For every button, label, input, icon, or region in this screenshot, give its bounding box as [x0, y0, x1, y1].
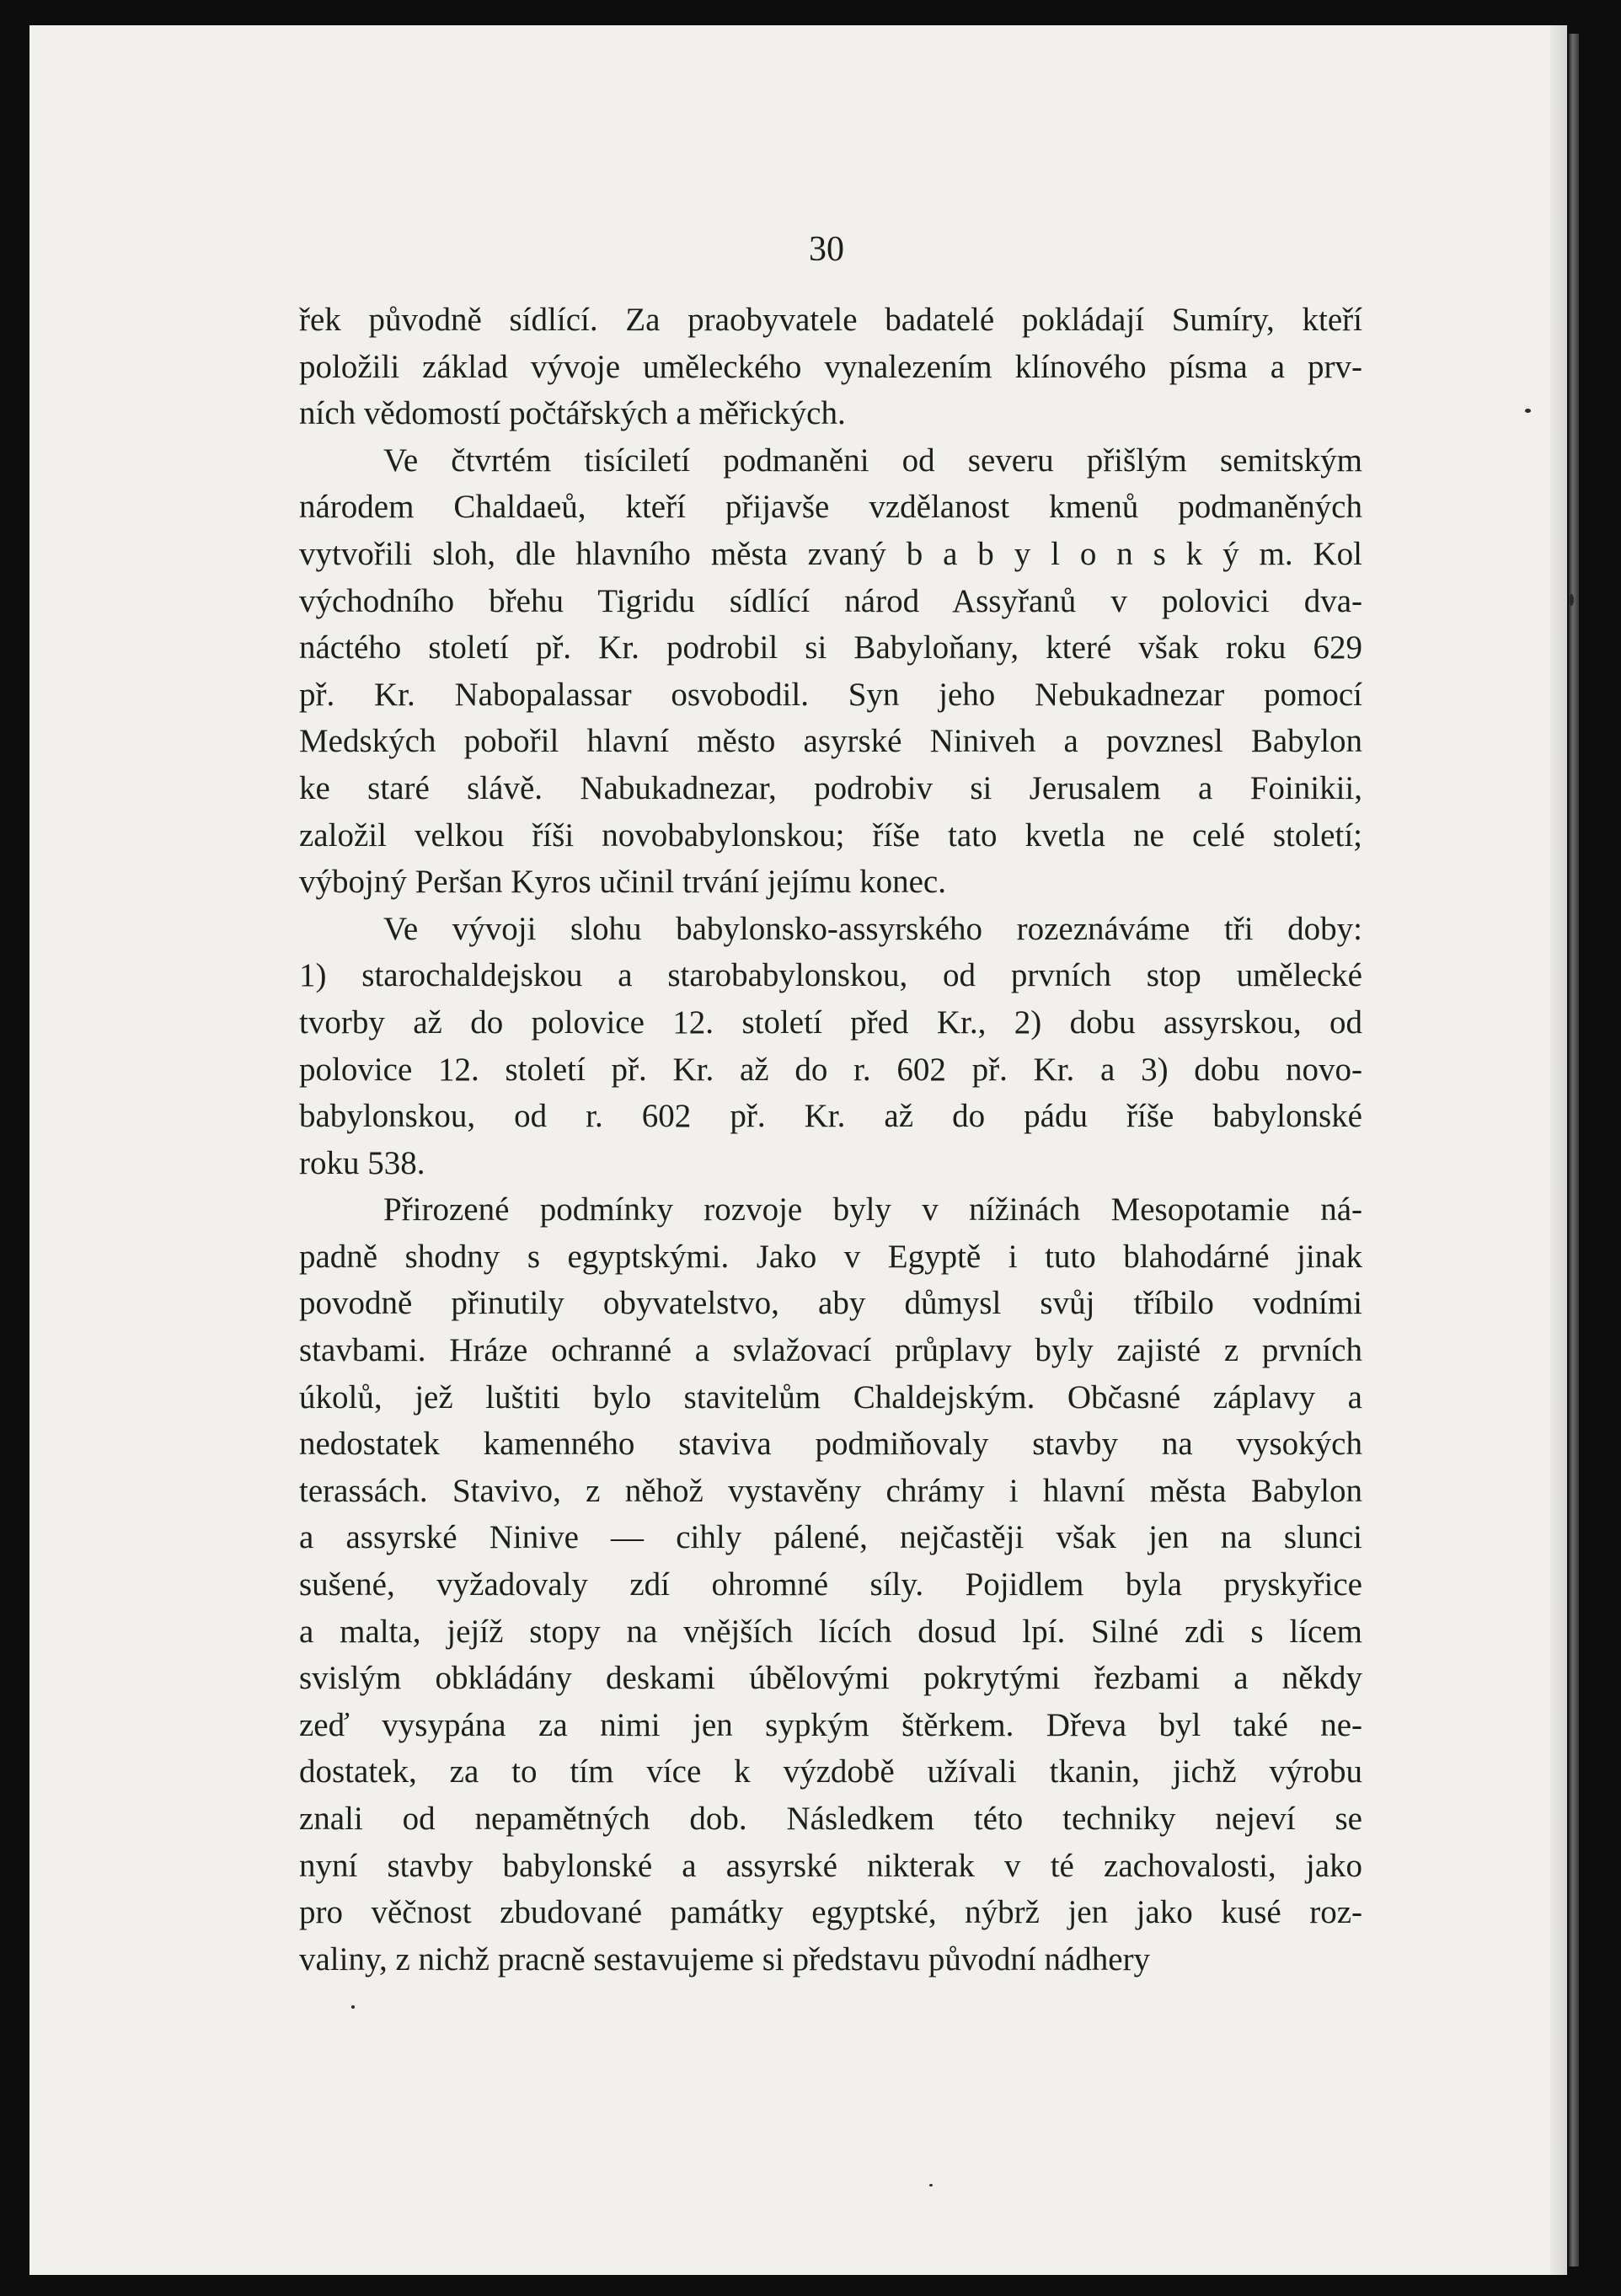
text-line: zeď vysypána za nimi jen sypkým štěrkem. Dřeva byl také ne-: [299, 1706, 1362, 1743]
text-line: 1) starochaldejskou a starobabylonskou, od prvních stop umělecké: [299, 957, 1362, 994]
text-line: př. Kr. Nabopalassar osvobodil. Syn jeho Nebukadnezar pomocí: [299, 676, 1362, 713]
text-line: ních vědomostí počtářských a měřických.: [299, 395, 846, 432]
text-line: padně shodny s egyptskými. Jako v Egyptě i tuto blahodárné jinak: [299, 1238, 1362, 1275]
text-line: položili základ vývoje uměleckého vynalezením klínového písma a prv-: [299, 348, 1362, 385]
paragraph: [299, 297, 1362, 437]
text-line: vytvořili sloh, dle hlavního města zvaný b a b y l o n s k ý m. Kol: [299, 535, 1362, 572]
page-number: 30: [809, 230, 844, 269]
paragraph: [299, 906, 1362, 1187]
scan-speck: [351, 2005, 355, 2009]
text-line: založil velkou říši novobabylonskou; říše tato kvetla ne celé století;: [299, 816, 1362, 854]
text-line: výbojný Peršan Kyros učinil trvání jejímu konec.: [299, 864, 946, 901]
text-line: Přirozené podmínky rozvoje byly v nížinách Mesopotamie ná-: [383, 1191, 1362, 1228]
text-line: a malta, jejíž stopy na vnějších lících dosud lpí. Silné zdi s lícem: [299, 1613, 1362, 1650]
text-line: tvorby až do polovice 12. století před Kr., 2) dobu assyrskou, od: [299, 1003, 1362, 1041]
text-line: národem Chaldaeů, kteří přijavše vzdělanost kmenů podmaněných: [299, 489, 1362, 526]
text-line: valiny, z nichž pracně sestavujeme si představu původní nádhery: [299, 1940, 1151, 1978]
paragraph: [299, 1186, 1362, 1983]
scan-speck: [929, 2184, 933, 2186]
text-line: roku 538.: [299, 1144, 425, 1181]
text-line: dostatek, za to tím více k výzdobě užívali tkanin, jichž výrobu: [299, 1753, 1362, 1790]
text-line: sušené, vyžadovaly zdí ohromné síly. Pojidlem byla pryskyřice: [299, 1566, 1362, 1603]
text-line: pro věčnost zbudované památky egyptské, nýbrž jen jako kusé roz-: [299, 1894, 1362, 1931]
scan-speck: [1569, 594, 1574, 606]
text-line: náctého století př. Kr. podrobil si Babyloňany, které však roku 629: [299, 629, 1362, 666]
text-line: úkolů, jež luštiti bylo stavitelům Chaldejským. Občasné záplavy a: [299, 1378, 1362, 1416]
text-line: východního břehu Tigridu sídlící národ Assyřanů v polovici dva-: [299, 582, 1362, 619]
text-line: Medských pobořil hlavní město asyrské Niniveh a povznesl Babylon: [299, 723, 1362, 760]
text-line: nyní stavby babylonské a assyrské nikterak v té zachovalosti, jako: [299, 1847, 1362, 1884]
text-line: a assyrské Ninive — cihly pálené, nejčastěji však jen na slunci: [299, 1519, 1362, 1556]
text-line: stavbami. Hráze ochranné a svlažovací průplavy byly zajisté z prvních: [299, 1332, 1362, 1369]
book-spine-edge: [1569, 34, 1579, 2267]
scan-speck: [1525, 409, 1531, 413]
page-edge-shadow: [1550, 25, 1567, 2275]
paragraph: [299, 437, 1362, 906]
text-line: znali od nepamětných dob. Následkem této techniky nejeví se: [299, 1801, 1362, 1837]
text-line: polovice 12. století př. Kr. až do r. 602 př. Kr. a 3) dobu novo-: [299, 1051, 1362, 1088]
body-text: [299, 297, 1362, 1983]
text-line: babylonskou, od r. 602 př. Kr. až do pádu říše babylonské: [299, 1098, 1362, 1135]
text-line: řek původně sídlící. Za praobyvatele badatelé pokládají Sumíry, kteří: [299, 302, 1362, 338]
text-line: Ve vývoji slohu babylonsko-assyrského rozeznáváme tři doby:: [383, 910, 1362, 947]
text-line: ke staré slávě. Nabukadnezar, podrobiv si Jerusalem a Foinikii,: [299, 769, 1362, 806]
text-line: povodně přinutily obyvatelstvo, aby důmysl svůj tříbilo vodními: [299, 1285, 1362, 1322]
text-line: terassách. Stavivo, z něhož vystavěny chrámy i hlavní města Babylon: [299, 1472, 1362, 1509]
text-line: nedostatek kamenného staviva podmiňovaly stavby na vysokých: [299, 1426, 1362, 1463]
text-line: Ve čtvrtém tisíciletí podmaněni od severu přišlým semitským: [383, 442, 1362, 479]
text-line: svislým obkládány deskami úbělovými pokrytými řezbami a někdy: [299, 1660, 1362, 1697]
